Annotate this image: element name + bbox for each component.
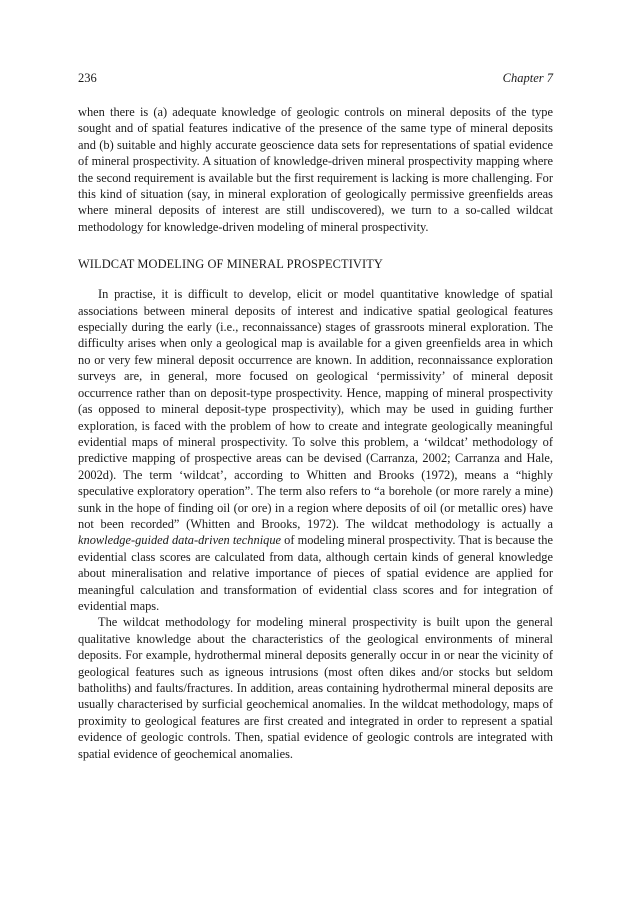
paragraph-text: In practise, it is difficult to develop, elicit or model quantitative knowledge of spatial associations between mineral deposits of interest and indicative spatial geological features especially during the early (i.e., reconnaissance) stages of grassroots mineral exploration. The difficulty arises when only a geological map is available for a given greenfields area in which no or very few mineral deposit occurrence are known. In addition, reconnaissance exploration surveys are, in general, more focused on geological ‘permissivity’ of mineral deposit occurrence rather than on deposit-type prospectivity. Hence, mapping of mineral prospectivity (as opposed to mineral deposit-type prospectivity), which may be used in guiding further exploration, is faced with the problem of how to create and integrate geologically meaningful evidential maps of mineral prospectivity. To solve this problem, a ‘wildcat’ methodology of predictive mapping of prospective areas can be devised (Carranza, 2002; Carranza and Hale, 2002d). The term ‘wildcat’, according to Whitten and Brooks (1972), means a “highly speculative exploratory operation”. The term also refers to “a borehole (or more rarely a mine) sunk in the hope of finding oil (or ore) in a region where deposits of oil (or metallic ores) have not been recorded” (Whitten and Brooks, 1972). The wildcat methodology is actually a bbox=[78, 287, 553, 531]
running-head bbox=[78, 70, 553, 86]
chapter-label: Chapter 7 bbox=[502, 71, 553, 85]
emphasized-term: knowledge-guided data-driven technique bbox=[78, 533, 282, 548]
paragraph-text: of modeling mineral prospectivity. That is because the evidential class scores are calculated from data, although certain kinds of general knowledge about mineralisation and relative importance of pieces of spatial evidence are applied for meaningful calculation and transformation of evidential class scores and for integration of evidential maps. bbox=[78, 533, 553, 613]
paragraph-wildcat-1 bbox=[78, 286, 553, 614]
page-number: 236 bbox=[78, 71, 97, 85]
section-heading: WILDCAT MODELING OF MINERAL PROSPECTIVITY bbox=[78, 257, 383, 272]
page bbox=[78, 70, 553, 762]
intro-paragraph: when there is (a) adequate knowledge of geologic controls on mineral deposits of the type sought and of spatial features indicative of the presence of the same type of mineral deposits and (b) suitable and highly accurate geoscience data sets for representations of spatial evidence of mineral prospectivity. A situation of knowledge-driven mineral prospectivity mapping where the second requirement is available but the first requirement is lacking is more challenging. For this kind of situation (say, in mineral exploration of geologically permissive greenfields areas where mineral deposits of interest are still undiscovered), we turn to a so-called wildcat methodology for knowledge-driven modeling of mineral prospectivity. bbox=[78, 105, 553, 234]
paragraph-wildcat-2: The wildcat methodology for modeling mineral prospectivity is built upon the general qualitative knowledge about the characteristics of the geological environments of mineral deposits. For example, hydrothermal mineral deposits generally occur in or near the vicinity of geological features such as igneous intrusions (most often dikes and/or stocks but seldom batholiths) and faults/fractures. In addition, areas containing hydrothermal mineral deposits are usually characterised by surficial geochemical anomalies. In the wildcat methodology, maps of proximity to geological features are first created and integrated in order to represent a spatial evidence of geologic controls. Then, spatial evidence of geologic controls are integrated with spatial evidence of geochemical anomalies. bbox=[78, 615, 553, 761]
